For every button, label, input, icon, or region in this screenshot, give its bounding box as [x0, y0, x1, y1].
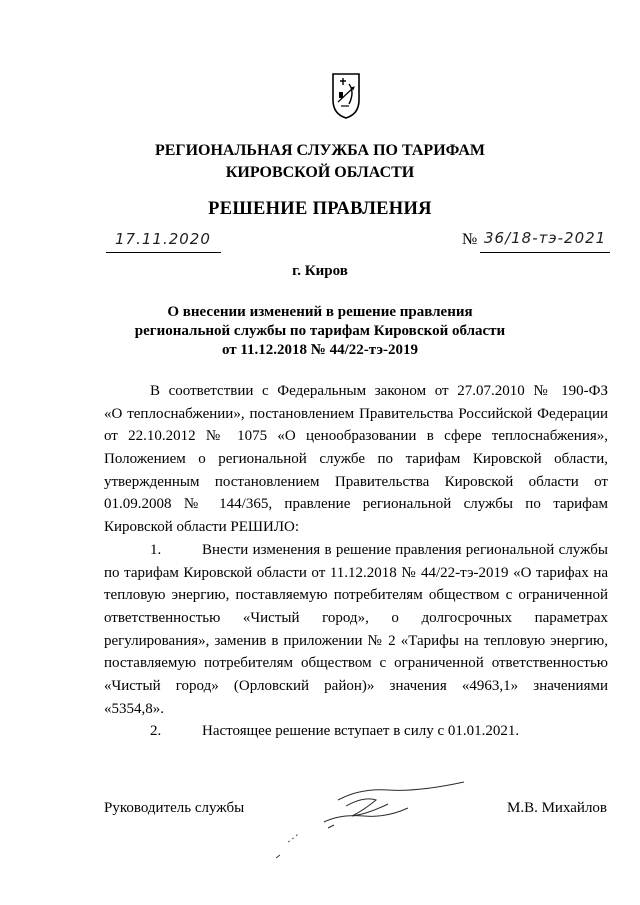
item-1-line-6: поставляемую потребителям обществом с ограниченной ответственностью [104, 655, 608, 672]
preamble-line-5: утвержденным постановлением Правительства Кировской области от [104, 473, 608, 490]
preamble-line-6: 01.09.2008 № 144/365, правление региональной службы по тарифам [104, 496, 608, 513]
document-date: 17.11.2020 [115, 230, 211, 248]
item-1-line-2: по тарифам Кировской области от 11.12.2018 № 44/22-тэ-2019 «О тарифах на [104, 564, 608, 581]
item-1-line-4: ответственностью «Чистый город», о долгосрочных параметрах [104, 609, 608, 626]
signer-role: Руководитель службы [104, 800, 245, 816]
organization-name-line-2: КИРОВСКОЙ ОБЛАСТИ [225, 164, 415, 181]
item-1-line-5: регулирования», заменив в приложении № 2 «Тарифы на тепловую энергию, [104, 632, 608, 649]
number-underline [480, 252, 610, 253]
preamble-line-4: Положением о региональной службе по тарифам Кировской области, [104, 451, 608, 468]
document-body [104, 380, 608, 743]
item-1-number: 1. [150, 541, 162, 558]
preamble-line-1: В соответствии с Федеральным законом от 27.07.2010 № 190-ФЗ [150, 383, 608, 399]
subject-line-2: региональной службы по тарифам Кировской области [134, 323, 506, 339]
city-name: г. Киров [292, 263, 348, 279]
document-title: РЕШЕНИЕ ПРАВЛЕНИЯ [208, 199, 432, 219]
item-2-text: Настоящее решение вступает в силу с 01.01.2021. [202, 723, 520, 740]
item-1-text-1: Внести изменения в решение правления региональной службы [202, 541, 608, 558]
item-2-number: 2. [150, 723, 162, 740]
item-2-line [104, 720, 608, 743]
signer-name: М.В. Михайлов [507, 800, 608, 816]
handwritten-signature [268, 770, 488, 865]
date-underline [106, 252, 221, 253]
item-1-line-7: «Чистый город» (Орловский район)» значения «4963,1» значениями [104, 677, 608, 694]
subject-line-3: от 11.12.2018 № 44/22-тэ-2019 [221, 342, 419, 358]
subject-line-1: О внесении изменений в решение правления [167, 304, 473, 320]
organization-name-line-1: РЕГИОНАЛЬНАЯ СЛУЖБА ПО ТАРИФАМ [154, 142, 486, 159]
number-label: № [462, 231, 478, 248]
preamble-line-3: от 22.10.2012 № 1075 «О ценообразовании в сфере теплоснабжения», [104, 428, 608, 445]
document-number: 36/18-тэ-2021 [484, 229, 607, 247]
preamble-line-7: Кировской области РЕШИЛО: [104, 519, 300, 536]
preamble-line-2: «О теплоснабжении», постановлением Правительства Российской Федерации [104, 405, 608, 422]
item-1-line-1 [104, 539, 608, 562]
kirov-coat-of-arms-icon [329, 70, 363, 120]
item-1-line-3: тепловую энергию, поставляемую потребителям обществом с ограниченной [104, 587, 608, 604]
item-1-line-8: «5354,8». [104, 700, 164, 717]
